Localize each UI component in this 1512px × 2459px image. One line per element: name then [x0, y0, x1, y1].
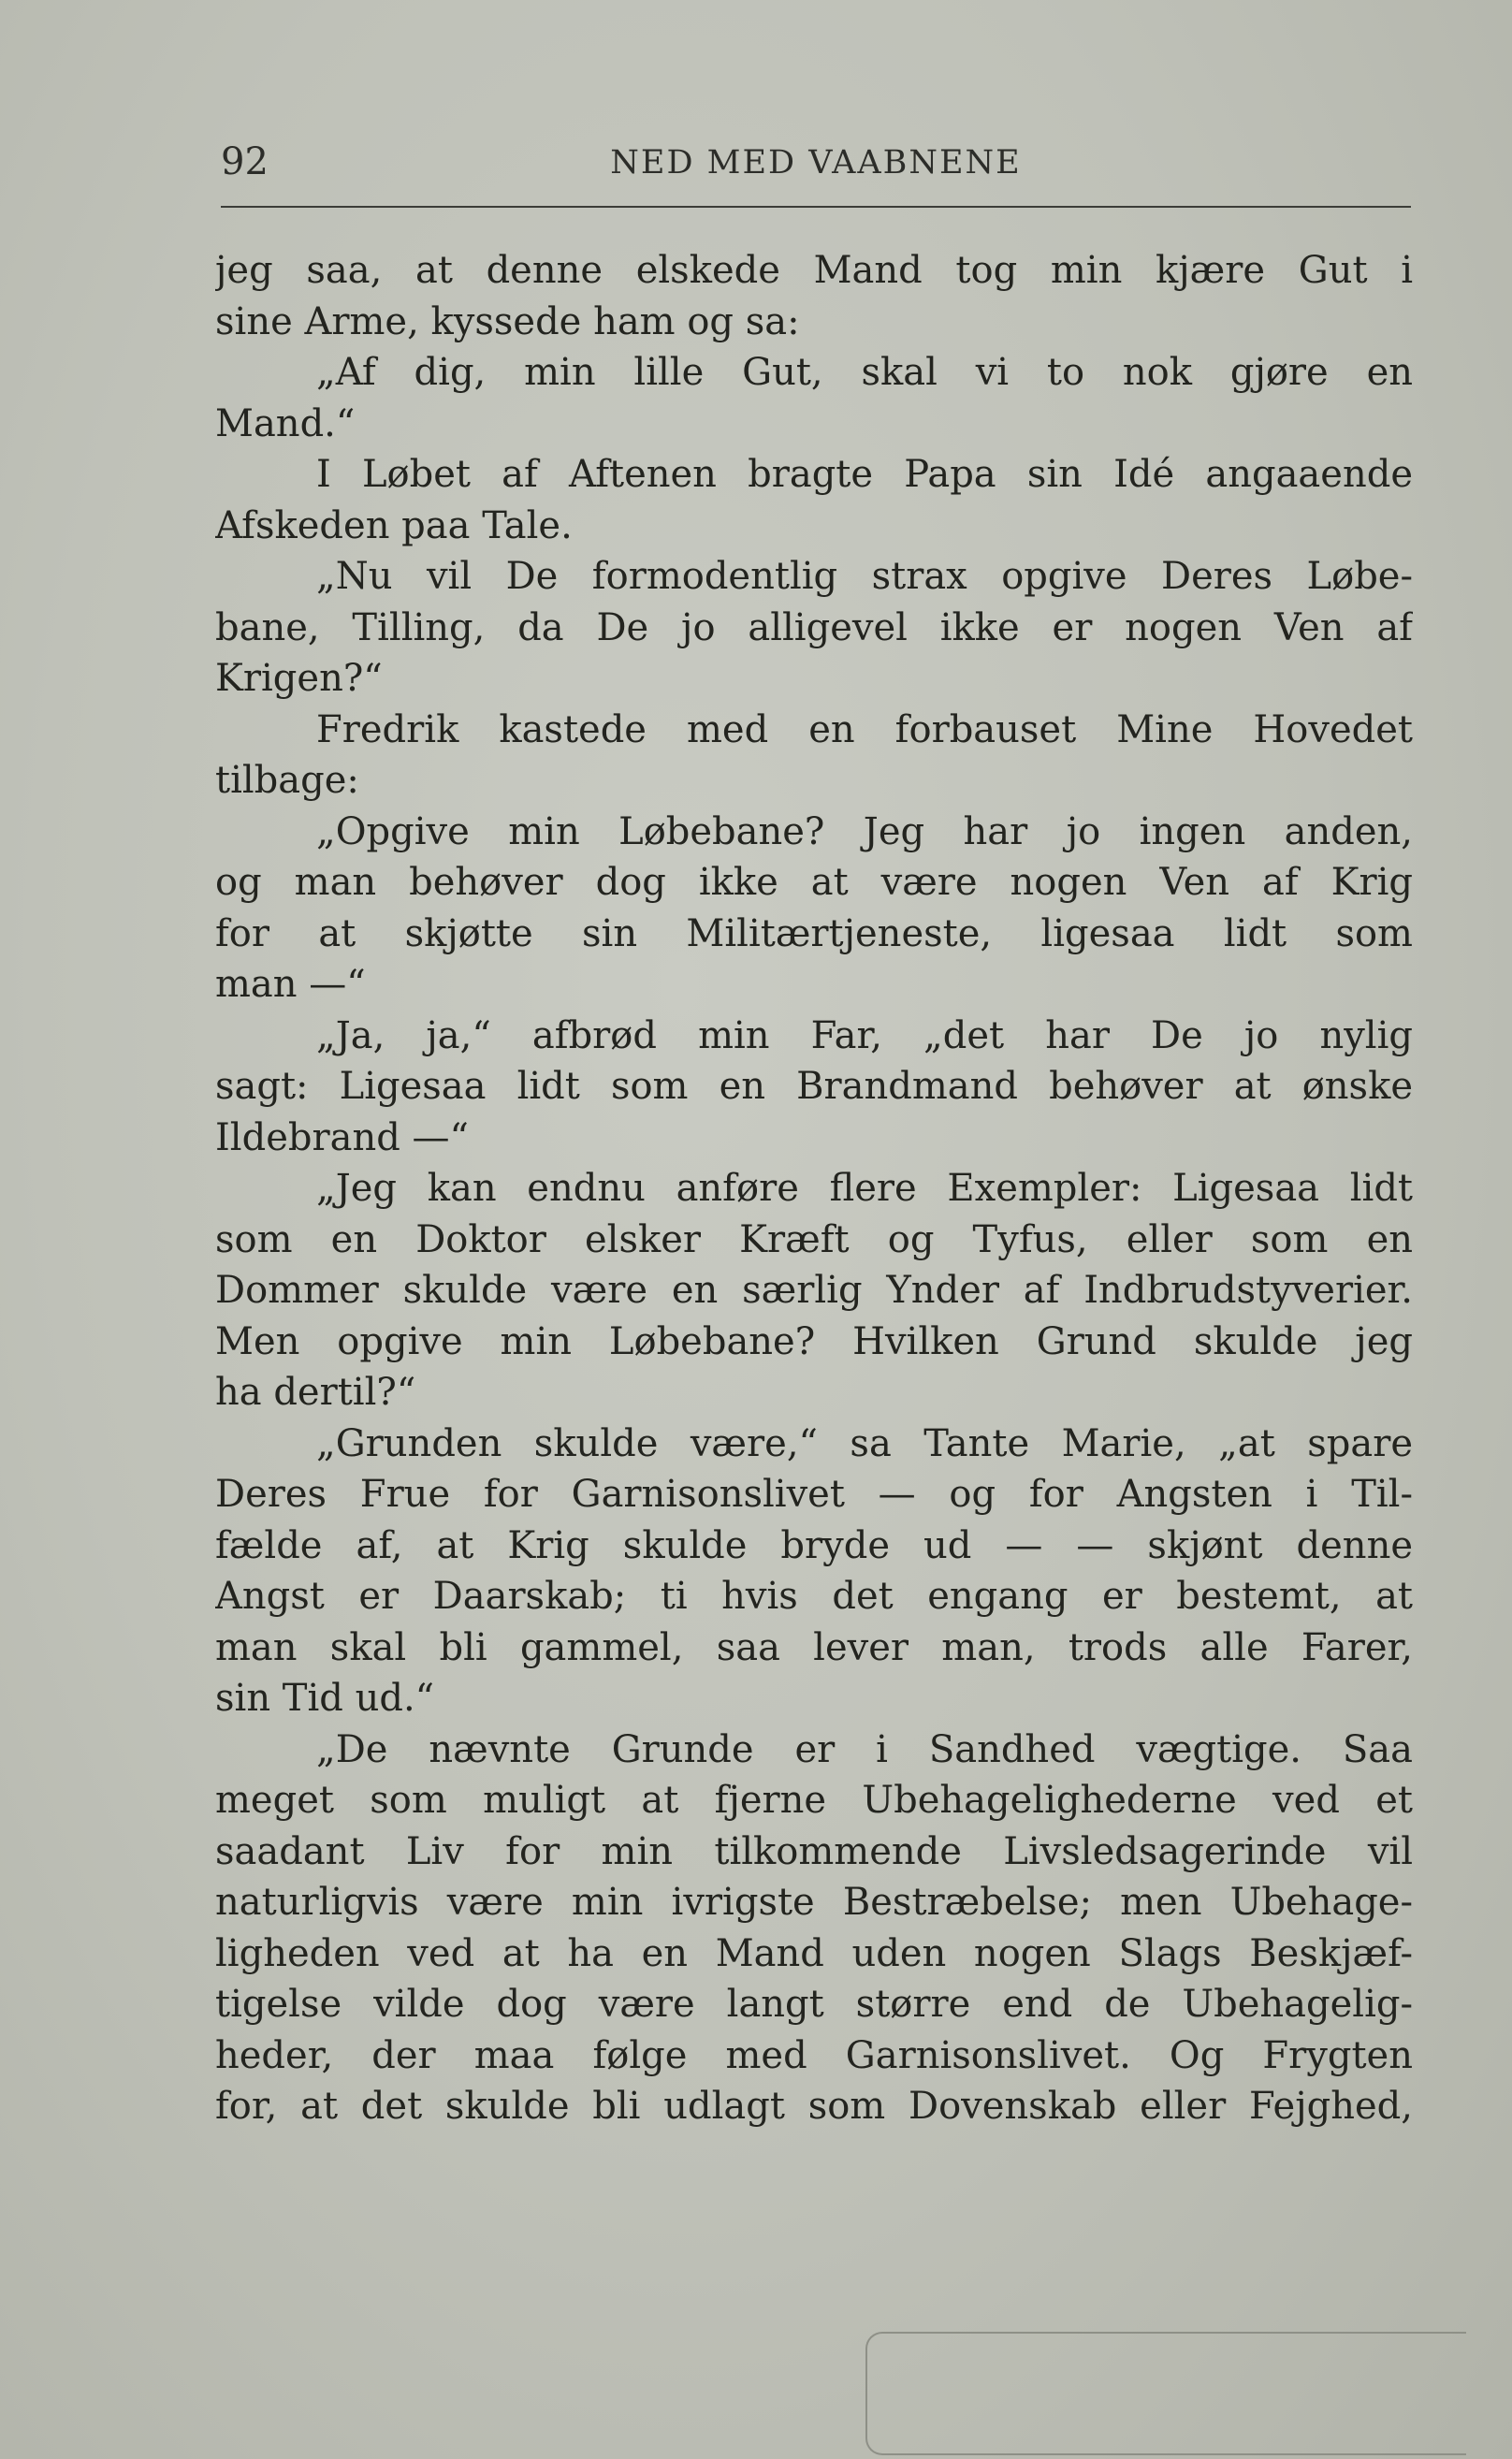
page-corner-mark	[865, 2332, 1466, 2455]
text-line: ha dertil?“	[215, 1371, 416, 1414]
text-line: ligheden ved at ha en Mand uden nogen Slags Beskjæf-	[215, 1931, 1413, 1975]
text-line: for at skjøtte sin Militærtjeneste, ligesaa lidt som	[215, 911, 1413, 955]
text-line: Angst er Daarskab; ti hvis det engang er bestemt, at	[215, 1575, 1413, 1618]
text-line: Ildebrand —“	[215, 1115, 469, 1159]
text-line: meget som muligt at fjerne Ubehagelighederne ved et	[215, 1779, 1413, 1822]
body-text	[215, 245, 1413, 2132]
text-line: sagt: Ligesaa lidt som en Brandmand behøver at ønske	[215, 1065, 1413, 1108]
text-line: „Ja, ja,“ afbrød min Far, „det har De jo nylig	[316, 1013, 1413, 1057]
text-line: „Af dig, min lille Gut, skal vi to nok gjøre en	[316, 351, 1413, 394]
running-title: NED MED VAABNENE	[610, 144, 1022, 182]
text-line: Dommer skulde være en særlig Ynder af Indbrudstyverier.	[215, 1269, 1413, 1312]
text-line: bane, Tilling, da De jo alligevel ikke er nogen Ven af	[215, 605, 1413, 649]
text-line: jeg saa, at denne elskede Mand tog min kjære Gut i	[215, 249, 1413, 292]
text-line: Fredrik kastede med en forbauset Mine Hovedet	[316, 707, 1413, 751]
text-line: tigelse vilde dog være langt større end de Ubehagelig-	[215, 1983, 1413, 2026]
text-line: som en Doktor elsker Kræft og Tyfus, eller som en	[215, 1217, 1413, 1261]
text-line: „Opgive min Løbebane? Jeg har jo ingen anden,	[316, 809, 1413, 853]
text-line: man —“	[215, 963, 366, 1006]
text-line: „De nævnte Grunde er i Sandhed vægtige. Saa	[316, 1727, 1413, 1771]
text-line: Afskeden paa Tale.	[215, 503, 573, 547]
text-line: sin Tid ud.“	[215, 1677, 435, 1720]
text-line: „Grunden skulde være,“ sa Tante Marie, „at spare	[316, 1421, 1413, 1465]
text-line: naturligvis være min ivrigste Bestræbelse; men Ubehage-	[215, 1881, 1413, 1924]
text-line: Deres Frue for Garnisonslivet — og for Angsten i Til-	[215, 1473, 1413, 1516]
text-line: „Nu vil De formodentlig strax opgive Deres Løbe-	[316, 555, 1413, 598]
text-line: I Løbet af Aftenen bragte Papa sin Idé angaaende	[316, 453, 1413, 496]
page-number: 92	[221, 140, 269, 183]
text-line: saadant Liv for min tilkommende Livsledsagerinde vil	[215, 1829, 1413, 1873]
text-line: fælde af, at Krig skulde bryde ud — — skjønt denne	[215, 1523, 1413, 1567]
text-line: man skal bli gammel, saa lever man, trods alle Farer,	[215, 1625, 1413, 1669]
text-line: tilbage:	[215, 759, 359, 802]
text-line: Mand.“	[215, 401, 356, 445]
page-header	[221, 140, 1411, 208]
text-line: og man behøver dog ikke at være nogen Ven af Krig	[215, 861, 1413, 904]
text-line: „Jeg kan endnu anføre flere Exempler: Ligesaa lidt	[316, 1167, 1413, 1210]
text-line: sine Arme, kyssede ham og sa:	[215, 299, 800, 343]
text-line: for, at det skulde bli udlagt som Dovenskab eller Fejghed,	[215, 2085, 1413, 2128]
text-line: heder, der maa følge med Garnisonslivet. Og Frygten	[215, 2033, 1413, 2077]
text-line: Krigen?“	[215, 657, 383, 700]
text-line: Men opgive min Løbebane? Hvilken Grund skulde jeg	[215, 1319, 1413, 1363]
